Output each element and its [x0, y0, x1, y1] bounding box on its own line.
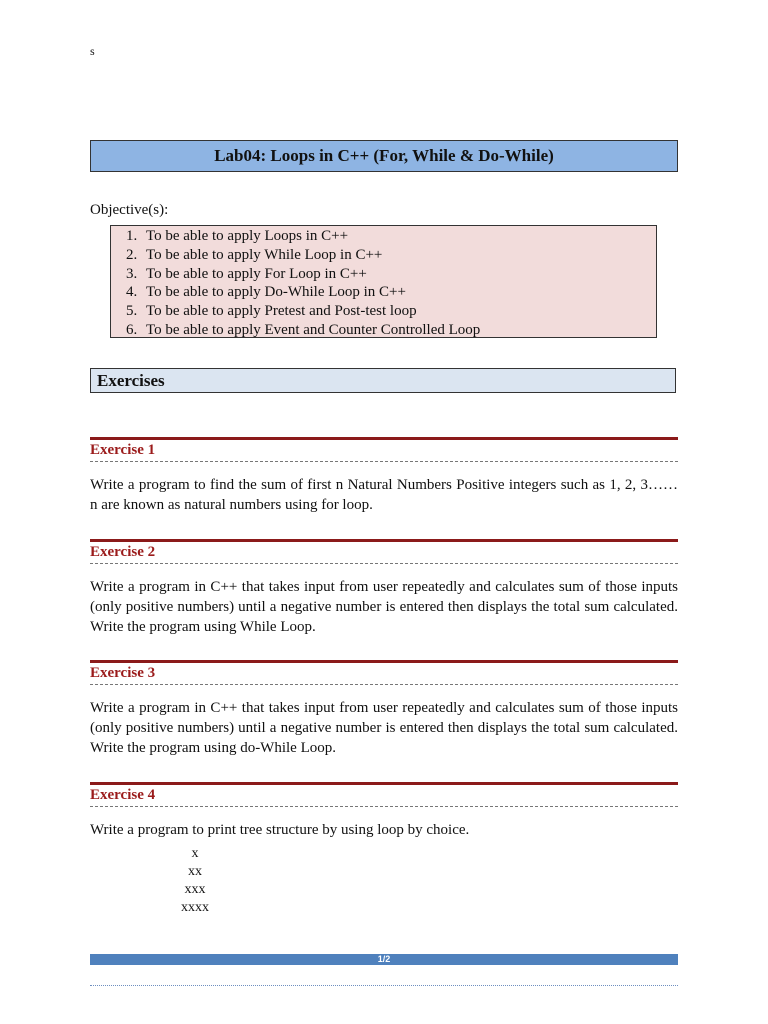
exercise-1-title: Exercise 1 — [90, 442, 156, 458]
footer-divider — [90, 985, 678, 986]
objective-item: 4. To be able to apply Do-While Loop in C++ — [141, 283, 656, 302]
exercise-4-title: Exercise 4 — [90, 787, 156, 803]
exercise-1-text: Write a program to find the sum of first n Natural Numbers Positive integers such as 1, 2, 3…… n are known as natural numbers using for loop. — [90, 477, 678, 513]
exercises-heading: Exercises — [90, 368, 676, 393]
objective-item: 5. To be able to apply Pretest and Post-test loop — [141, 302, 656, 321]
exercise-2-text: Write a program in C++ that takes input from user repeatedly and calculates sum of those inputs (only positive numbers) until a negative number is entered then displays the total sum calculated. Write the program using While Loop. — [90, 579, 678, 635]
tree-line: x — [191, 846, 199, 861]
tree-output — [150, 845, 240, 917]
tree-line: xxx — [184, 882, 206, 897]
objectives-label: Objective(s): — [90, 202, 169, 218]
exercise-1-heading — [90, 437, 678, 462]
tree-line: xxxx — [181, 900, 209, 915]
exercise-3-text: Write a program in C++ that takes input from user repeatedly and calculates sum of those inputs (only positive numbers) until a negative number is entered then displays the total sum calculated. Write the program using do-While Loop. — [90, 700, 678, 756]
objectives-list — [118, 227, 656, 340]
exercise-3-title: Exercise 3 — [90, 665, 156, 681]
page-title: Lab04: Loops in C++ (For, While & Do-While) — [90, 140, 678, 172]
page-number-bar: 1/2 — [90, 954, 678, 965]
exercise-4-text: Write a program to print tree structure by using loop by choice. — [90, 822, 470, 838]
objective-item: 1. To be able to apply Loops in C++ — [141, 227, 656, 246]
exercise-4-heading — [90, 782, 678, 807]
objectives-box — [110, 225, 657, 338]
tree-line: xx — [188, 864, 202, 879]
objective-item: 2. To be able to apply While Loop in C++ — [141, 246, 656, 265]
objective-item: 6. To be able to apply Event and Counter Controlled Loop — [141, 321, 656, 340]
exercise-2-title: Exercise 2 — [90, 544, 156, 560]
header-mark: s — [90, 44, 95, 58]
objective-item: 3. To be able to apply For Loop in C++ — [141, 265, 656, 284]
exercise-3-heading — [90, 660, 678, 685]
exercise-2-heading — [90, 539, 678, 564]
